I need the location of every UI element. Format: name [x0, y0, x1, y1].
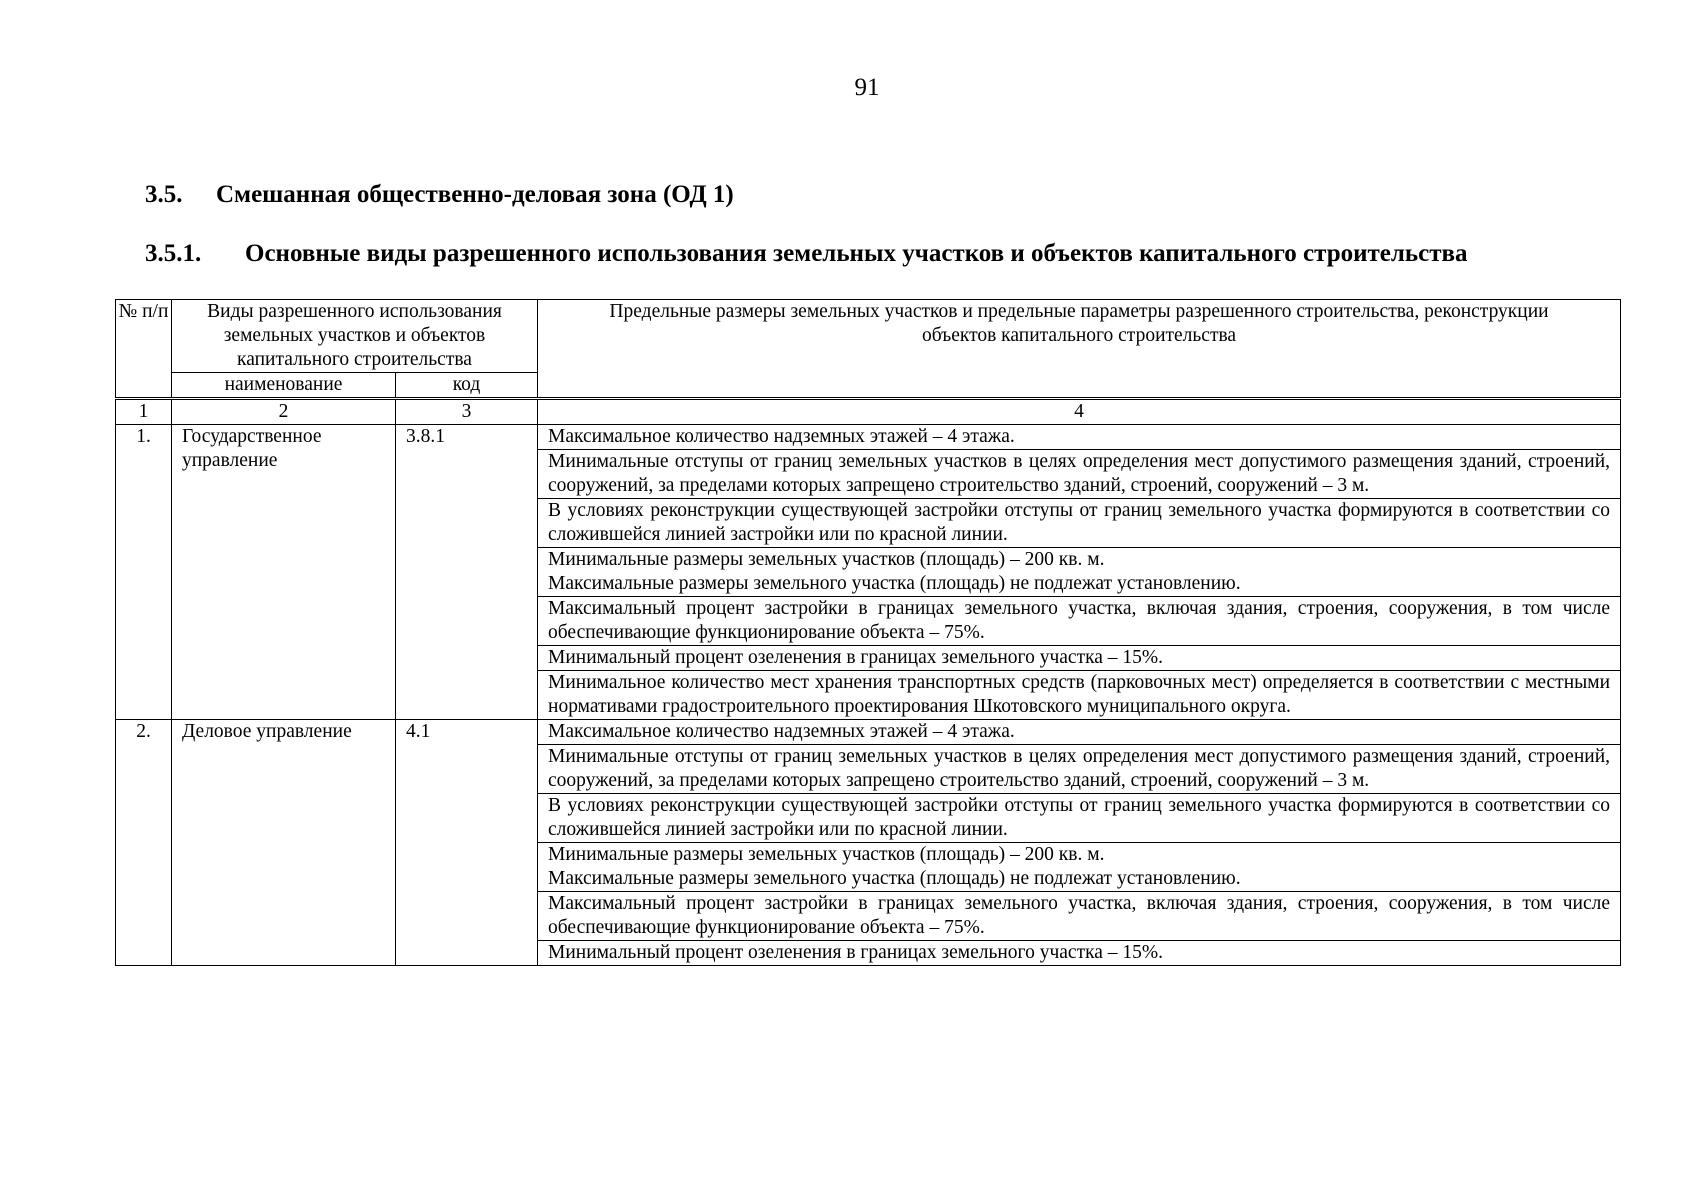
table-row [116, 425, 1621, 450]
section-heading [145, 181, 734, 209]
parameter-text: Максимальное количество надземных этажей – 4 этажа. [538, 720, 1621, 745]
column-number: 2 [172, 399, 396, 425]
header-number: № п/п [116, 300, 172, 399]
column-numbers-row [116, 399, 1621, 425]
section-title: Смешанная общественно-деловая зона (ОД 1) [216, 181, 734, 208]
parameter-text: Минимальное количество мест хранения транспортных средств (парковочных мест) определяется в соответствии с местными нормативами градостроительного проектирования Шкотовского муниципального округа. [538, 671, 1621, 720]
header-code: код [396, 373, 538, 399]
header-parameters: Предельные размеры земельных участков и предельные параметры разрешенного строительства, реконструкции объектов капитального строительства [538, 300, 1621, 399]
section-number: 3.5. [145, 181, 183, 208]
subsection-heading [145, 238, 1619, 269]
row-number: 2. [116, 720, 172, 966]
subsection-number: 3.5.1. [145, 240, 202, 267]
parameter-text: В условиях реконструкции существующей застройки отступы от границ земельного участка формируются в соответствии со сложившейся линией застройки или по красной линии. [538, 794, 1621, 843]
use-type-code: 4.1 [396, 720, 538, 966]
table-row [116, 720, 1621, 745]
parameter-text: Максимальное количество надземных этажей – 4 этажа. [538, 425, 1621, 450]
parameter-text: В условиях реконструкции существующей застройки отступы от границ земельного участка формируются в соответствии со сложившейся линией застройки или по красной линии. [538, 499, 1621, 548]
header-name: наименование [172, 373, 396, 399]
subsection-title: Основные виды разрешенного использования земельных участков и объектов капитального строительства [245, 240, 1468, 267]
use-type-code: 3.8.1 [396, 425, 538, 720]
page-number: 91 [854, 74, 880, 101]
row-number: 1. [116, 425, 172, 720]
parameter-text: Минимальные отступы от границ земельных участков в целях определения мест допустимого размещения зданий, строений, сооружений, за пределами которых запрещено строительство зданий, строений, сооружений – 3 м. [538, 745, 1621, 794]
parameter-text: Минимальные размеры земельных участков (площадь) – 200 кв. м. Максимальные размеры земельного участка (площадь) не подлежат установлению. [538, 843, 1621, 892]
parameter-text: Минимальные отступы от границ земельных участков в целях определения мест допустимого размещения зданий, строений, сооружений, за пределами которых запрещено строительство зданий, строений, сооружений – 3 м. [538, 450, 1621, 499]
regulations-table [115, 299, 1621, 966]
parameter-text: Минимальные размеры земельных участков (площадь) – 200 кв. м. Максимальные размеры земельного участка (площадь) не подлежат установлению. [538, 548, 1621, 597]
parameter-text: Минимальный процент озеленения в границах земельного участка – 15%. [538, 646, 1621, 671]
parameter-text: Минимальный процент озеленения в границах земельного участка – 15%. [538, 941, 1621, 966]
parameter-text: Максимальный процент застройки в границах земельного участка, включая здания, строения, сооружения, в том числе обеспечивающие функционирование объекта – 75%. [538, 597, 1621, 646]
header-use-types: Виды разрешенного использования земельных участков и объектов капитального строительства [172, 300, 538, 373]
column-number: 3 [396, 399, 538, 425]
parameter-text: Максимальный процент застройки в границах земельного участка, включая здания, строения, сооружения, в том числе обеспечивающие функционирование объекта – 75%. [538, 892, 1621, 941]
use-type-name: Деловое управление [172, 720, 396, 966]
column-number: 4 [538, 399, 1621, 425]
table-header-row [116, 300, 1621, 373]
use-type-name: Государственное управление [172, 425, 396, 720]
column-number: 1 [116, 399, 172, 425]
